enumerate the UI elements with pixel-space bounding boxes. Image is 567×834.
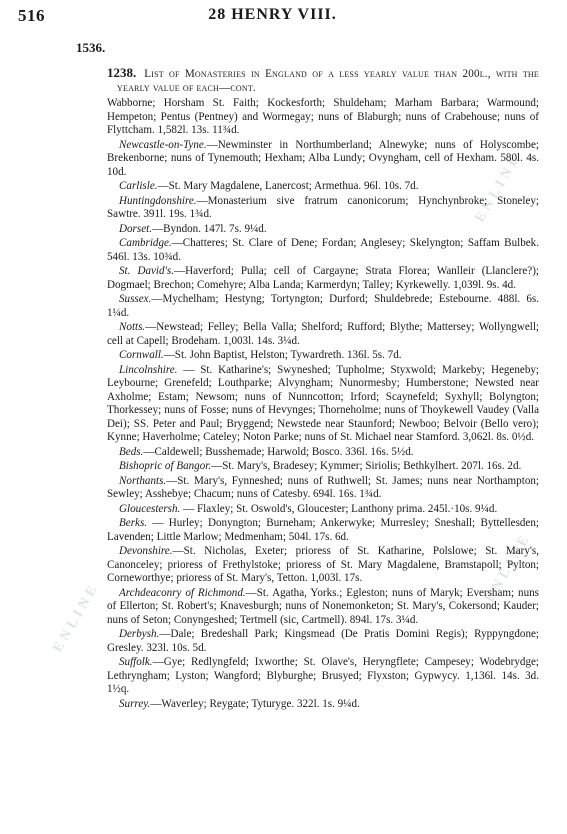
section-text: —Dale; Bredeshall Park; Kingsmead (De Pratis Domini Regis); Ryppyngdone; Gresley. 323l. 10s. 5d. (107, 628, 539, 654)
county-name: Devonshire. (119, 545, 173, 557)
running-head: 28 HENRY VIII. (208, 6, 337, 23)
opening-paragraph: Wabborne; Horsham St. Faith; Kockesforth; Shuldeham; Marham Barbara; Warmound; Hempeton; Pentus (Pentney) and Wormegay; nuns of Blaburgh; nuns of Crabehouse; nuns of Flyttcham. 1,582l. 13s. 11¾d. (107, 97, 539, 136)
section-paragraph (107, 545, 539, 586)
section-paragraph (107, 265, 539, 292)
section-paragraph (107, 237, 539, 264)
section-text: —Haverford; Pulla; cell of Cargayne; Strata Florea; Wanlleir (Llanclere?); Dogmael; Brechon; Comehyre; Alba Landa; Karmerdyn; Talley; Kyrkewelly. 1,039l. 9s. 4d. (107, 265, 539, 291)
county-name: Berks. (119, 517, 148, 529)
section-text: —Byndon. 147l. 7s. 9¼d. (151, 222, 267, 235)
section-paragraph (107, 460, 539, 474)
section-paragraph (107, 628, 539, 655)
section-paragraph (107, 446, 539, 460)
section-text: —Chatteres; St. Clare of Dene; Fordan; Anglesey; Skelyngton; Saffam Bulbek. 546l. 13s. 10¾d. (107, 237, 539, 263)
section-paragraph (107, 475, 539, 502)
county-name: Derbysh. (119, 628, 160, 640)
section-text: —Gye; Redlyngfeld; Ixworthe; St. Olave's, Heryngflete; Campesey; Wodebrydge; Lethryngham; Lyston; Wangford; Blyburghe; Brusyed; Flyxston; Gypwycy. 1,136l. 14s. 3d. 1½q. (107, 656, 539, 695)
watermark-3: ENLINE (482, 530, 535, 606)
section-paragraph (107, 139, 539, 180)
entry-heading (107, 66, 539, 95)
section-paragraph (107, 349, 539, 363)
county-name: Gloucestersh. (119, 502, 181, 515)
section-text: —St. Agatha, Yorks.; Egleston; nuns of Maryk; Eversham; nuns of Ellerton; St. Robert's; Knavesburgh; nuns of Nonemonketon; St. Mary's, Cokersond; Kauder; nuns of Seton; Conyngeshed; Tertmell (sic, Cartmell). 894l. 17s. 3¼d. (107, 586, 539, 626)
section-paragraph (107, 223, 539, 237)
county-name: Surrey. (119, 697, 151, 710)
county-name: Bishopric of Bangor. (119, 460, 212, 472)
section-paragraph (107, 698, 539, 712)
county-name: Northants. (119, 474, 167, 487)
section-paragraph (107, 587, 539, 628)
section-paragraph (107, 517, 539, 544)
section-text: —St. Mary's, Fynneshed; nuns of Ruthwell; St. James; nuns near Northampton; Sewley; Asshebye; Chacum; nuns of Catesby. 694l. 16s. 1¾d. (107, 474, 539, 500)
county-name: Sussex. (119, 293, 152, 305)
section-paragraph (107, 364, 539, 445)
section-text: — St. Katharine's; Swyneshed; Tupholme; Styxwold; Markeby; Hegeneby; Leybourne; Grenefeld; Louthparke; Alvyngham; Nunormesby; Humberstone; Newsted near Axholme; Estam; Newsom; nuns of Nunncotton; Irford; Scaynefeld; Syxhyll; Bolyngton; Thorkessey; nuns of Fosse; nuns of Hevynges; Thorneholme; nuns of Thoykewell Vaudey (Valla Dei); SS. Peter and Paul; Bryggend; Newstede near Staunford; Newboo; Belvoir (Bello vero); Kynne; Haverholme; Cateley; Noton Parke; nuns of St. Michael near Stamford. 3,062l. 8s. 0½d. (107, 363, 539, 443)
section-paragraph (107, 503, 539, 517)
section-text: —Newminster in Northumberland; Alnewyke; nuns of Holyscombe; Brekenborne; nuns of Tynemouth; Hexham; Alba Lundy; Ovyngham, cell of Hexham. 580l. 4s. 10d. (107, 138, 539, 178)
county-name: Suffolk. (119, 656, 153, 668)
county-name: Notts. (119, 321, 146, 333)
county-name: St. David's. (119, 265, 175, 277)
county-name: Cornwall. (119, 349, 164, 361)
section-paragraph (107, 293, 539, 320)
section-text: —St. Nicholas, Exeter; prioress of St. Katharine, Polslowe; St. Mary's, Canonceley; prioress of Frethylstoke; prioress of St. Mary Magdalene, Bramstapoll; Pylton; Corneworthye; prioress of St. Mary's, Tetton. 1,003l. 17s. (107, 545, 539, 584)
entry-title: List of Monasteries in England of a less yearly value than 200l., with the yearly value of each—cont. (117, 68, 539, 94)
entry-number: 1238. (107, 65, 137, 80)
section-paragraph (107, 656, 539, 697)
page-header (18, 6, 527, 30)
section-text: —Waverley; Reygate; Tyturyge. 322l. 1s. 9¼d. (150, 697, 360, 710)
section-text: —Mychelham; Hestyng; Tortyngton; Durford; Shuldebrede; Estebourne. 488l. 6s. 1¼d. (107, 293, 539, 319)
county-name: Cambridge. (119, 237, 172, 249)
section-text: — Flaxley; St. Oswold's, Gloucester; Lanthony prima. 245l.·10s. 9¼d. (180, 502, 498, 515)
watermark-1: ENLINE (472, 150, 525, 226)
section-text: —St. Mary Magdalene, Lanercost; Armethua. 96l. 10s. 7d. (157, 180, 419, 192)
section-text: —St. John Baptist, Helston; Tywardreth. 136l. 5s. 7d. (163, 349, 402, 361)
section-paragraph (107, 321, 539, 348)
section-text: — Hurley; Donyngton; Burneham; Ankerwyke; Murresley; Sneshall; Byttellesden; Lavenden; Little Marlow; Medmenham; 504l. 17s. 6d. (107, 517, 539, 543)
section-text: —Newstead; Felley; Bella Valla; Shelford; Rufford; Blythe; Mattersey; Wollyngwell; cell at Capell; Brodeham. 1,003l. 14s. 3¼d. (107, 321, 539, 347)
section-text: —Monasterium sive fratrum canonicorum; Hynchynbroke; Stoneley; Sawtre. 391l. 19s. 1¾d. (107, 194, 539, 220)
section-paragraph (107, 180, 539, 194)
document-body (107, 66, 539, 712)
county-name: Carlisle. (119, 180, 158, 192)
page-number: 516 (18, 6, 45, 25)
county-name: Beds. (119, 445, 144, 458)
section-text: —Caldewell; Busshemade; Harwold; Bosco. 336l. 16s. 5½d. (143, 445, 414, 458)
year-marker: 1536. (76, 40, 106, 55)
county-name: Archdeaconry of Richmond. (119, 586, 246, 599)
county-name: Dorset. (119, 222, 152, 235)
section-paragraph (107, 195, 539, 222)
county-name: Lincolnshire. (119, 363, 178, 376)
county-name: Huntingdonshire. (119, 194, 197, 207)
county-name: Newcastle-on-Tyne. (119, 138, 207, 151)
watermark-2: ENLINE (50, 580, 103, 656)
section-text: —St. Mary's, Bradesey; Kymmer; Siriolis; Bethkylhert. 207l. 16s. 2d. (211, 460, 522, 472)
